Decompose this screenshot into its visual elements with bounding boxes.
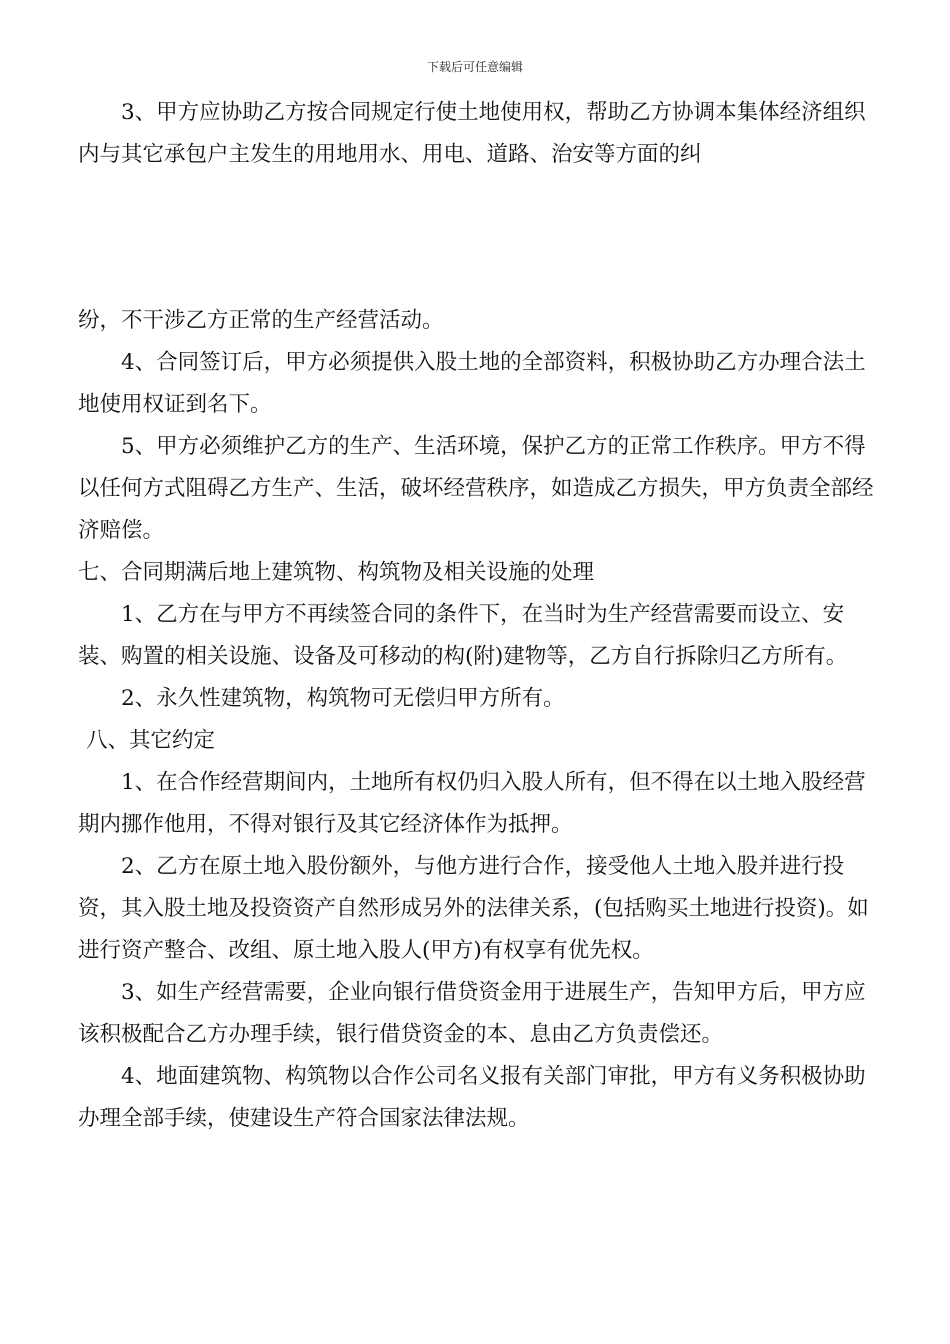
clause-8-4: 4、地面建筑物、构筑物以合作公司名义报有关部门审批，甲方有义务积极协助办理全部手续，使建设生产符合国家法律法规。: [78, 1064, 866, 1131]
clause-7-1: 1、乙方在与甲方不再续签合同的条件下，在当时为生产经营需要而设立、安装、购置的相关设施、设备及可移动的构(附)建物等，乙方自行拆除归乙方所有。: [78, 602, 848, 669]
page-header-note: 下载后可任意编辑: [426, 60, 523, 74]
clause-8-2: 2、乙方在原土地入股份额外，与他方进行合作，接受他人土地入股并进行投资，其入股土地及投资资产自然形成另外的法律关系，(包括购买土地进行投资)。如进行资产整合、改组、原土地入股人(甲方)有权享有优先权。: [78, 854, 869, 963]
clause-6-5: 5、甲方必须维护乙方的生产、生活环境，保护乙方的正常工作秩序。甲方不得以任何方式阻碍乙方生产、生活，破坏经营秩序，如造成乙方损失，甲方负责全部经济赔偿。: [78, 434, 874, 543]
clause-8-1: 1、在合作经营期间内，土地所有权仍归入股人所有，但不得在以土地入股经营期内挪作他用，不得对银行及其它经济体作为抵押。: [78, 770, 866, 837]
clause-7-2: 2、永久性建筑物，构筑物可无偿归甲方所有。: [121, 686, 565, 711]
section-8-heading: 八、其它约定: [86, 728, 216, 753]
clause-6-3: 3、甲方应协助乙方按合同规定行使土地使用权，帮助乙方协调本集体经济组织内与其它承包户主发生的用地用水、用电、道路、治安等方面的纠: [78, 100, 866, 167]
clause-6-3-continued: 纷，不干涉乙方正常的生产经营活动。: [78, 308, 444, 333]
document-body: [78, 92, 878, 1140]
clause-8-3: 3、如生产经营需要，企业向银行借贷资金用于进展生产，告知甲方后，甲方应该积极配合乙方办理手续，银行借贷资金的本、息由乙方负责偿还。: [78, 980, 866, 1047]
section-7-heading: 七、合同期满后地上建筑物、构筑物及相关设施的处理: [78, 560, 595, 585]
clause-6-4: 4、合同签订后，甲方必须提供入股土地的全部资料，积极协助乙方办理合法土地使用权证到名下。: [78, 350, 866, 417]
page-gap: [78, 176, 878, 300]
